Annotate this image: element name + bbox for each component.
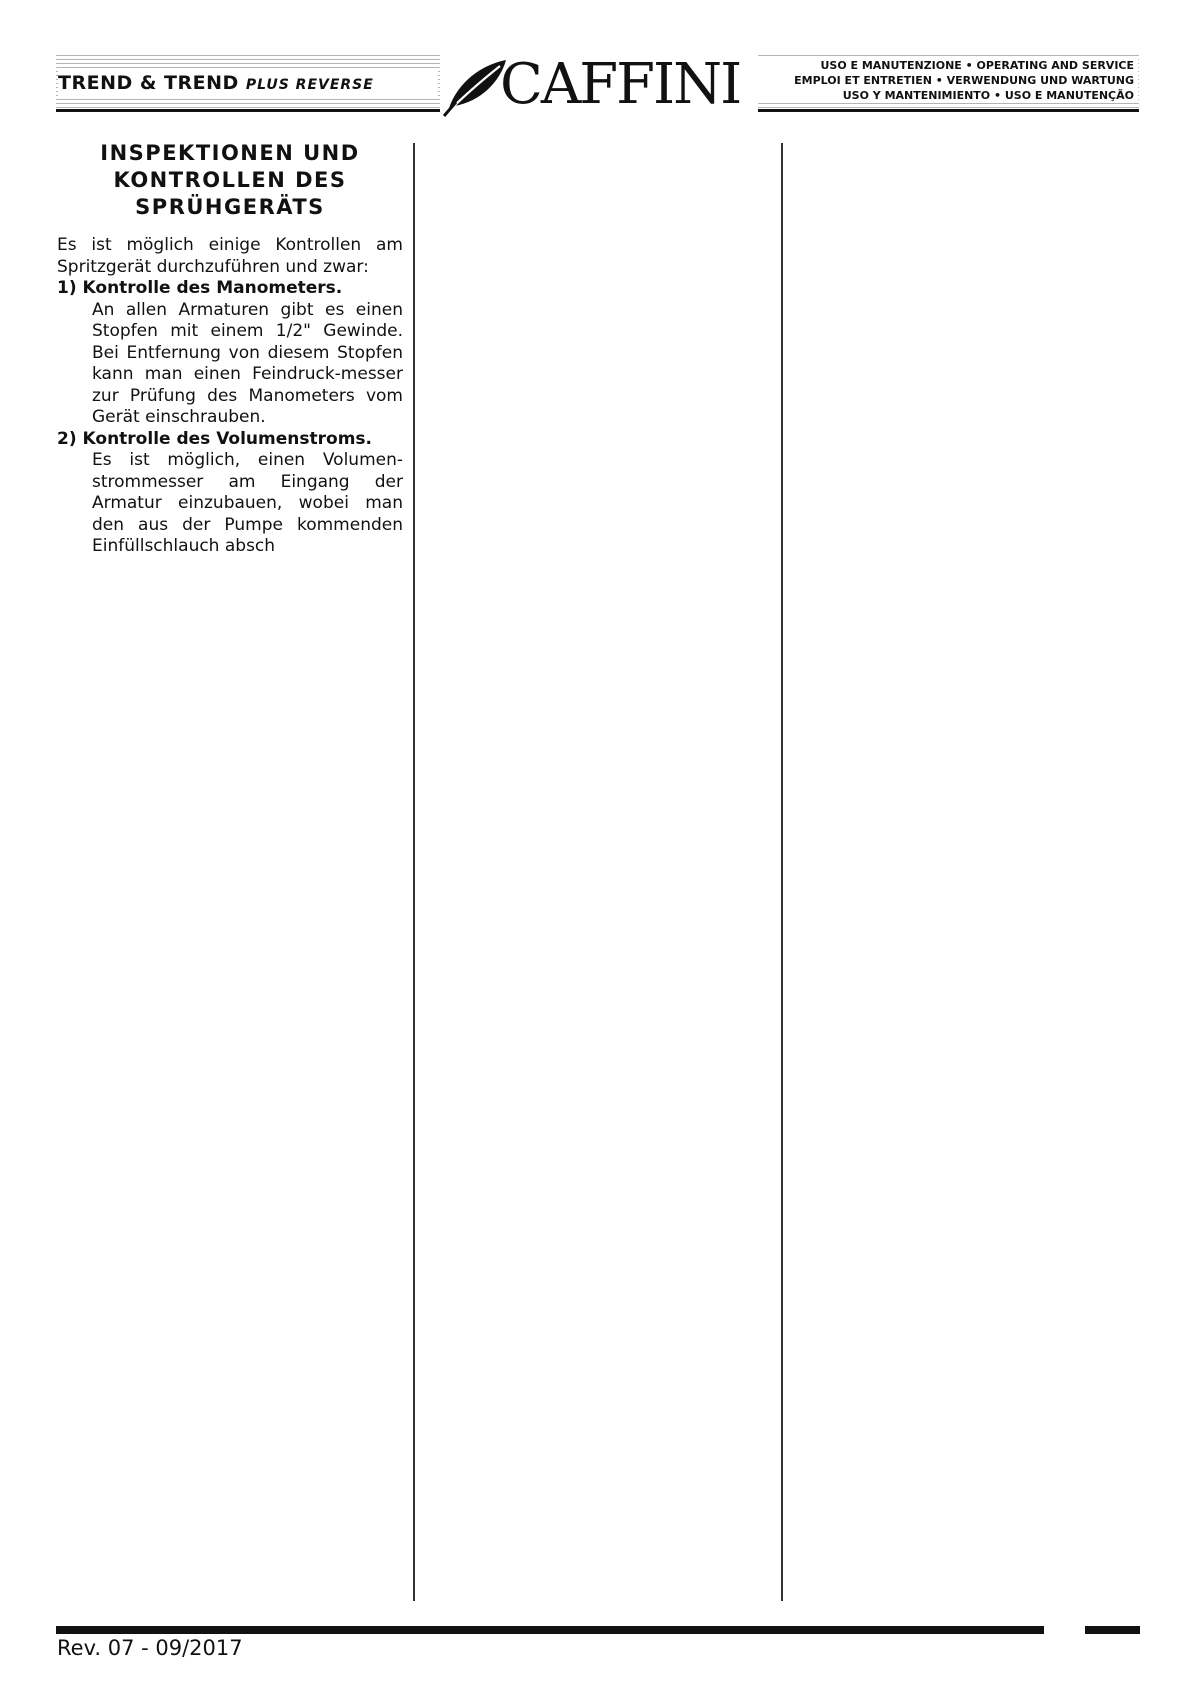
model-title (58, 70, 438, 96)
section-title-line-3: SPRÜHGERÄTS (135, 195, 325, 219)
item-1-title: 1) Kontrolle des Manometers. (57, 278, 343, 298)
section-title-line-1: INSPEKTIONEN UND (100, 141, 360, 165)
header-left-underline (56, 109, 440, 112)
section-title-line-2: KONTROLLEN DES (113, 168, 347, 192)
footer-bar (56, 1626, 1044, 1634)
item-2-body: Es ist möglich, einen Volumen-strommesser am Eingang der Armatur einzubauen, wobei man den aus der Pumpe kommenden Einfüllschlauch absch (92, 450, 403, 556)
item-1-body: An allen Armaturen gibt es einen Stopfen mit einem 1/2" Gewinde. Bei Entfernung von diesem Stopfen kann man einen Feindruck-messer zur Prüfung des Manometers vom Gerät einschrauben. (92, 299, 403, 427)
footer-bar-wedge (1036, 1626, 1044, 1634)
column-1 (57, 140, 403, 558)
model-title-sub: PLUS REVERSE (245, 77, 374, 93)
service-line-1: USO E MANUTENZIONE • OPERATING AND SERVICE (758, 58, 1138, 73)
service-line-2: EMPLOI ET ENTRETIEN • VERWENDUNG UND WARTUNG (758, 73, 1138, 88)
column-divider-1 (413, 143, 415, 1601)
column-divider-2 (781, 143, 783, 1601)
footer-bar-tip (1085, 1626, 1140, 1634)
intro-paragraph: Es ist möglich einige Kontrollen am Spritzgerät durchzuführen und zwar: (57, 235, 403, 277)
section-title (57, 140, 403, 221)
caffini-logo (440, 52, 758, 118)
service-title-block (758, 58, 1138, 103)
header-right-underline (758, 109, 1139, 112)
revision-label: Rev. 07 - 09/2017 (57, 1636, 243, 1660)
model-title-main: TREND & TREND (58, 72, 239, 94)
service-line-3: USO Y MANTENIMIENTO • USO E MANUTENÇÃO (758, 88, 1138, 103)
item-2-title: 2) Kontrolle des Volumenstroms. (57, 428, 372, 449)
logo-wordmark: CAFFINI (500, 52, 741, 117)
